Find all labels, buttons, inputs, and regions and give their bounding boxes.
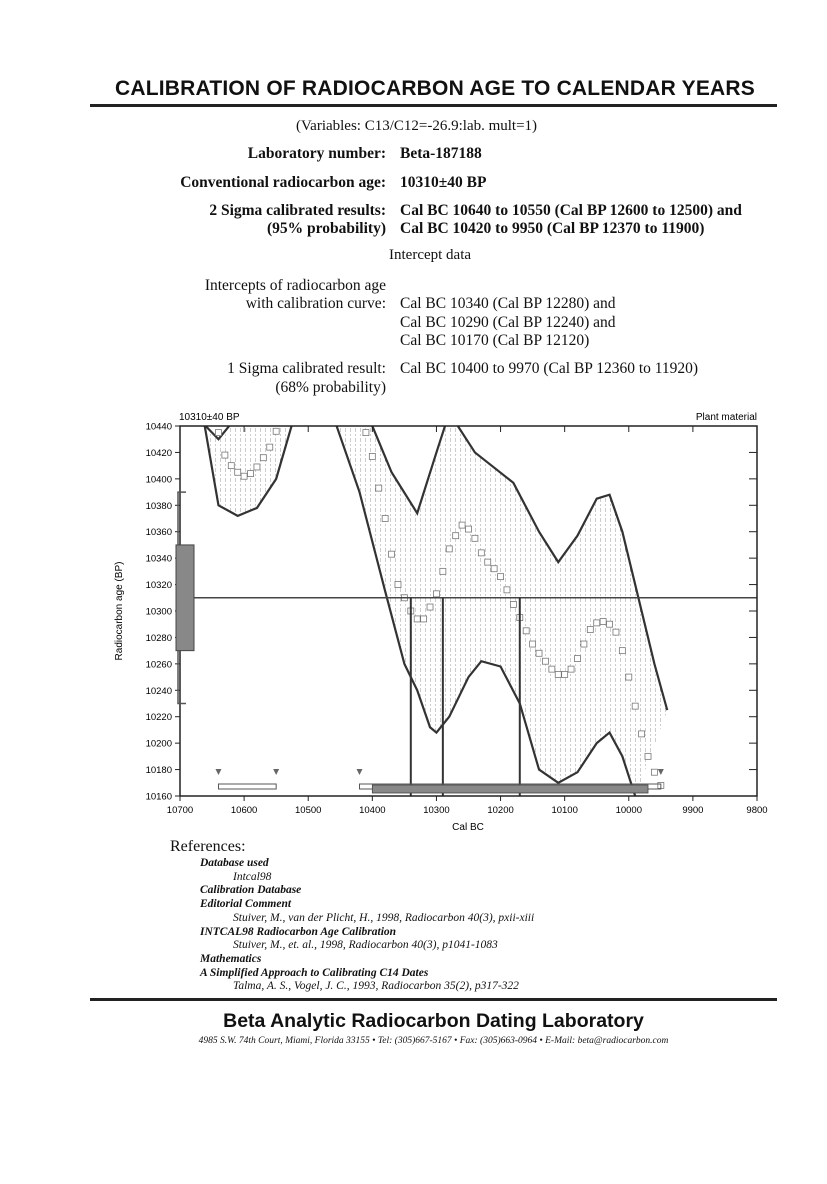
- calibration-point: [523, 628, 529, 634]
- calibration-point: [651, 769, 657, 775]
- calibration-point: [607, 621, 613, 627]
- y-tick-label: 10380: [145, 500, 172, 512]
- x-tick-label: 10700: [166, 805, 194, 816]
- y-tick-label: 10220: [145, 712, 172, 724]
- calibration-point: [389, 551, 395, 557]
- calibration-point: [453, 533, 459, 539]
- lab-number-label: Laboratory number:: [247, 145, 386, 162]
- chart-title-left: 10310±40 BP: [179, 412, 240, 423]
- calibration-point: [395, 582, 401, 588]
- calibration-point: [421, 616, 427, 622]
- calibration-point: [510, 601, 516, 607]
- calibration-point: [241, 473, 247, 479]
- reference-line: Database used: [200, 857, 269, 869]
- lab-name: Beta Analytic Radiocarbon Dating Laboratory: [223, 1010, 644, 1032]
- calibration-point: [613, 629, 619, 635]
- reference-line: A Simplified Approach to Calibrating C14 Dates: [200, 966, 429, 979]
- y-tick-label: 10440: [145, 421, 172, 433]
- probability-hatching: [186, 320, 667, 796]
- calibration-point: [382, 516, 388, 522]
- x-tick-label: 10300: [423, 805, 450, 816]
- calibration-point: [433, 591, 439, 597]
- calibration-point: [600, 619, 606, 625]
- calibration-point: [587, 627, 593, 633]
- calibration-point: [498, 574, 504, 580]
- calibration-point: [427, 604, 433, 610]
- calibration-point: [459, 522, 465, 528]
- sigma2-range-1: Cal BC 10640 to 10550 (Cal BP 12600 to 12500) and: [400, 202, 742, 219]
- y-tick-label: 10160: [145, 791, 172, 803]
- plot-area: [186, 320, 667, 796]
- calibration-point: [619, 648, 625, 654]
- calibration-point: [562, 671, 568, 677]
- calibration-point: [222, 452, 228, 458]
- conventional-age-value: 10310±40 BP: [400, 174, 487, 191]
- y-tick-label: 10420: [145, 447, 172, 459]
- y-tick-label: 10280: [145, 632, 172, 644]
- x-tick-label: 10500: [295, 805, 322, 816]
- sigma1-age-bar: [176, 545, 194, 651]
- calibration-point: [542, 658, 548, 664]
- x-tick-label: 10000: [615, 805, 642, 816]
- calibration-point: [363, 430, 369, 436]
- calibration-point: [594, 620, 600, 626]
- reference-line: Mathematics: [200, 952, 262, 965]
- intercept-value-1: Cal BC 10340 (Cal BP 12280) and: [400, 295, 616, 312]
- calibration-point: [645, 753, 651, 759]
- calibration-point: [248, 471, 254, 477]
- lab-address: 4985 S.W. 74th Court, Miami, Florida 33155 • Tel: (305)667-5167 • Fax: (305)663-0964 • E-Mail: beta@radiocarbon.com: [198, 1036, 669, 1046]
- y-tick-label: 10180: [145, 765, 172, 777]
- reference-line: Talma, A. S., Vogel, J. C., 1993, Radiocarbon 35(2), p317-322: [233, 980, 519, 993]
- calibration-point: [376, 485, 382, 491]
- calibration-point: [273, 428, 279, 434]
- calibration-point: [472, 535, 478, 541]
- x-tick-label: 9800: [746, 805, 768, 816]
- calibration-point: [581, 641, 587, 647]
- calibration-point: [369, 453, 375, 459]
- sigma1-probability: (68% probability): [275, 379, 386, 396]
- sigma2-range-marker: [658, 769, 664, 775]
- intercept-heading: Intercept data: [389, 247, 472, 263]
- x-tick-label: 10200: [487, 805, 514, 816]
- sigma2-range-2: Cal BC 10420 to 9950 (Cal BP 12370 to 11900): [400, 220, 705, 237]
- intercepts-label-2: with calibration curve:: [245, 295, 386, 312]
- y-tick-label: 10300: [145, 606, 172, 618]
- calibration-point: [267, 444, 273, 450]
- y-tick-label: 10400: [145, 474, 172, 486]
- sigma1-range: Cal BC 10400 to 9970 (Cal BP 12360 to 11920): [400, 360, 699, 377]
- intercept-value-2: Cal BC 10290 (Cal BP 12240) and: [400, 314, 616, 331]
- calibration-point: [530, 641, 536, 647]
- reference-line: Calibration Database: [200, 884, 302, 897]
- calibration-point: [414, 616, 420, 622]
- y-tick-label: 10260: [145, 659, 172, 671]
- calibration-point: [440, 568, 446, 574]
- sigma2-range-bar: [218, 784, 276, 789]
- x-tick-label: 10100: [551, 805, 578, 816]
- calibration-point: [504, 587, 510, 593]
- y-tick-label: 10360: [145, 527, 172, 539]
- calibration-point: [466, 526, 472, 532]
- sigma2-range-marker: [273, 769, 279, 775]
- calibration-point: [485, 559, 491, 565]
- calibration-point: [446, 546, 452, 552]
- y-tick-label: 10240: [145, 685, 172, 697]
- x-axis-label: Cal BC: [452, 822, 484, 833]
- sigma1-label: 1 Sigma calibrated result:: [227, 360, 386, 377]
- reference-line: Stuiver, M., et. al., 1998, Radiocarbon 40(3), p1041-1083: [233, 939, 498, 952]
- calibration-point: [549, 666, 555, 672]
- y-tick-label: 10200: [145, 738, 172, 750]
- x-tick-label: 10600: [230, 805, 258, 816]
- x-tick-label: 10400: [359, 805, 386, 816]
- calibration-point: [626, 674, 632, 680]
- sigma2-range-marker: [215, 769, 221, 775]
- sigma2-probability: (95% probability): [267, 220, 386, 237]
- calibration-point: [639, 731, 645, 737]
- sigma2-label: 2 Sigma calibrated results:: [209, 202, 386, 219]
- references-heading: References:: [170, 838, 246, 855]
- reference-line: Intcal98: [233, 870, 272, 883]
- footer-rule: [90, 998, 777, 1001]
- calibration-point: [235, 469, 241, 475]
- sigma1-range-bar: [372, 785, 648, 793]
- calibration-point: [555, 671, 561, 677]
- chart-marks: [146, 320, 768, 816]
- x-tick-label: 9900: [682, 805, 704, 816]
- report-title: CALIBRATION OF RADIOCARBON AGE TO CALENDAR YEARS: [115, 77, 755, 100]
- calibration-point: [491, 566, 497, 572]
- y-tick-label: 10340: [145, 553, 172, 565]
- calibration-point: [215, 430, 221, 436]
- reference-line: Stuiver, M., van der Plicht, H., 1998, Radiocarbon 40(3), pxii-xiii: [233, 911, 535, 924]
- calibration-point: [536, 650, 542, 656]
- reference-line: INTCAL98 Radiocarbon Age Calibration: [200, 925, 397, 938]
- intercept-value-3: Cal BC 10170 (Cal BP 12120): [400, 332, 590, 349]
- calibration-point: [632, 703, 638, 709]
- y-axis-label: Radiocarbon age (BP): [114, 561, 125, 661]
- sigma2-range-marker: [357, 769, 363, 775]
- calibration-point: [568, 666, 574, 672]
- calibration-point: [228, 463, 234, 469]
- calibration-point: [574, 656, 580, 662]
- chart-title-right: Plant material: [695, 412, 757, 423]
- calibration-point: [260, 455, 266, 461]
- variables-line: (Variables: C13/C12=-26.9:lab. mult=1): [296, 118, 538, 134]
- y-tick-label: 10320: [145, 580, 172, 592]
- conventional-age-label: Conventional radiocarbon age:: [180, 174, 386, 191]
- intercepts-label-1: Intercepts of radiocarbon age: [204, 277, 386, 294]
- calibration-point: [478, 550, 484, 556]
- reference-line: Editorial Comment: [200, 898, 292, 911]
- lab-number-value: Beta-187188: [400, 145, 482, 162]
- calibration-point: [254, 464, 260, 470]
